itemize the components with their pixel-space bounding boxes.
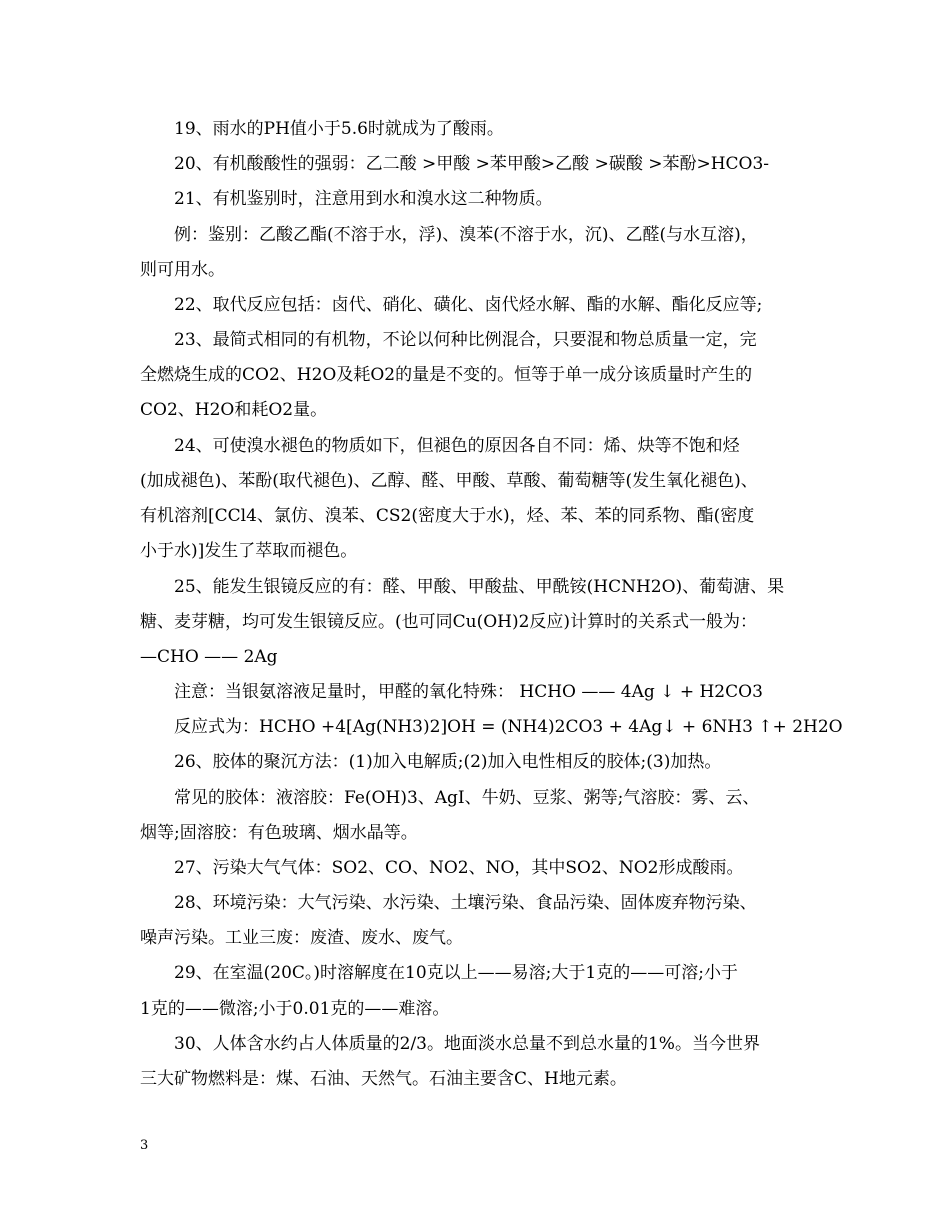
text-line: 21、有机鉴别时，注意用到水和溴水这二种物质。: [174, 189, 553, 209]
text-line: 小于水)]发生了萃取而褪色。: [140, 541, 358, 561]
text-line: 烟等;固溶胶：有色玻璃、烟水晶等。: [140, 823, 418, 843]
text-line: 26、胶体的聚沉方法：(1)加入电解质;(2)加入电性相反的胶体;(3)加热。: [174, 752, 722, 772]
text-line: 有机溶剂[CCl4、氯仿、溴苯、CS2(密度大于水)，烃、苯、苯的同系物、酯(密度: [140, 506, 755, 526]
text-line: 25、能发生银镜反应的有：醛、甲酸、甲酸盐、甲酰铵(HCNH2O)、葡萄溏、果: [174, 577, 785, 597]
text-line: 全燃烧生成的CO2、H2O及耗O2的量是不变的。恒等于单一成分该质量时产生的: [140, 365, 753, 385]
text-line: 27、污染大气气体：SO2、CO、NO2、NO，其中SO2、NO2形成酸雨。: [174, 858, 744, 878]
text-line: 三大矿物燃料是：煤、石油、天然气。石油主要含C、H地元素。: [140, 1069, 627, 1089]
text-line: (加成褪色)、苯酚(取代褪色)、乙醇、醛、甲酸、草酸、葡萄糖等(发生氧化褪色)、: [140, 471, 758, 491]
text-line: 19、雨水的PH值小于5.6时就成为了酸雨。: [174, 119, 504, 139]
text-line: 29、在室温(20C。)时溶解度在10克以上——易溶;大于1克的——可溶;小于: [174, 963, 738, 983]
text-line: 注意：当银氨溶液足量时，甲醛的氧化特殊： HCHO —— 4Ag ↓ + H2CO3: [174, 682, 763, 702]
text-line: —CHO —— 2Ag: [140, 647, 278, 667]
text-line: CO2、H2O和耗O2量。: [140, 400, 328, 420]
text-line: 则可用水。: [140, 260, 225, 280]
text-line: 噪声污染。工业三废：废渣、废水、废气。: [140, 928, 463, 948]
text-line: 28、环境污染：大气污染、水污染、土壤污染、食品污染、固体废弃物污染、: [174, 893, 757, 913]
text-line: 24、可使溴水褪色的物质如下，但褪色的原因各自不同：烯、炔等不饱和烃: [174, 436, 740, 456]
text-line: 30、人体含水约占人体质量的2/3。地面淡水总量不到总水量的1%。当今世界: [174, 1034, 760, 1054]
text-line: 反应式为：HCHO +4[Ag(NH3)2]OH = (NH4)2CO3 + 4Ag↓ + 6NH3 ↑+ 2H2O: [174, 717, 843, 737]
text-line: 22、取代反应包括：卤代、硝化、磺化、卤代烃水解、酯的水解、酯化反应等;: [174, 295, 763, 315]
text-line: 23、最简式相同的有机物，不论以何种比例混合，只要混和物总质量一定，完: [174, 330, 757, 350]
text-line: 20、有机酸酸性的强弱：乙二酸 >甲酸 >苯甲酸>乙酸 >碳酸 >苯酚>HCO3-: [174, 154, 770, 174]
page-number: 3: [140, 1138, 149, 1153]
text-line: 1克的——微溶;小于0.01克的——难溶。: [140, 999, 450, 1019]
text-line: 常见的胶体：液溶胶：Fe(OH)3、AgI、牛奶、豆浆、粥等;气溶胶：雾、云、: [174, 788, 760, 808]
text-line: 例：鉴别：乙酸乙酯(不溶于水，浮)、溴苯(不溶于水，沉)、乙醛(与水互溶)，: [174, 225, 758, 245]
text-line: 糖、麦芽糖，均可发生银镜反应。(也可同Cu(OH)2反应)计算时的关系式一般为：: [140, 612, 758, 632]
